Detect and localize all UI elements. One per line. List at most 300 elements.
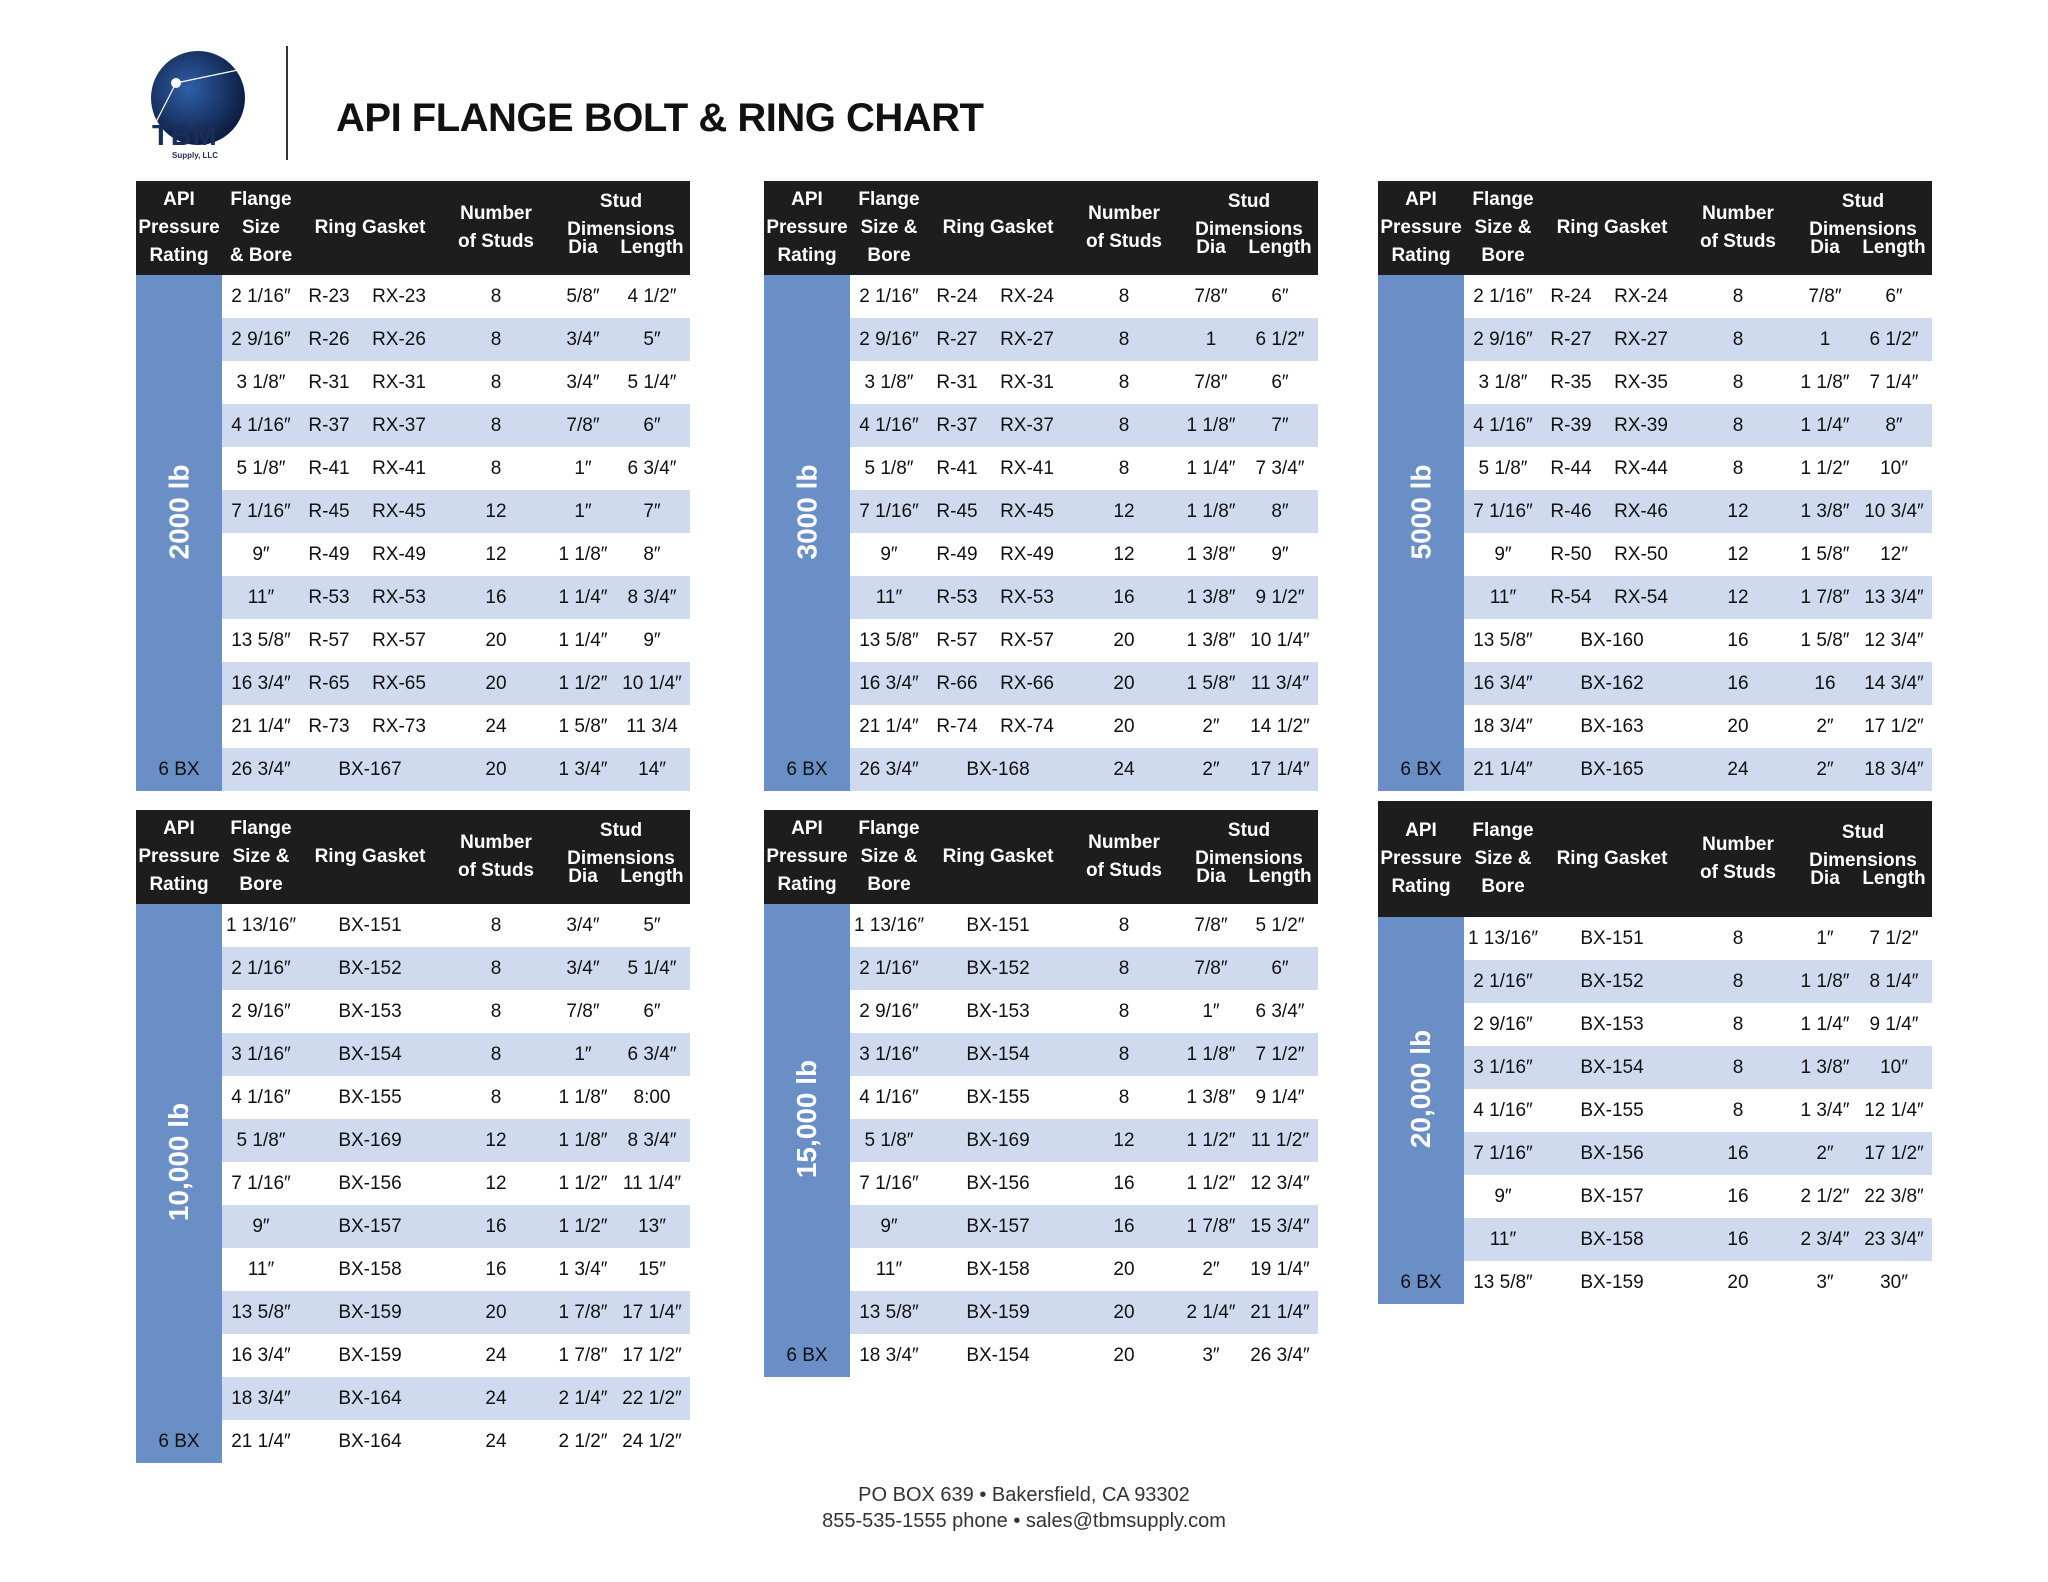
table-row bbox=[850, 1248, 1318, 1291]
flange-size-cell: 5 1/8″ bbox=[864, 458, 914, 479]
stud-length-cell: 17 1/4″ bbox=[622, 1302, 682, 1323]
flange-size-cell: 21 1/4″ bbox=[859, 716, 919, 737]
table-row bbox=[850, 1076, 1318, 1119]
stud-dia-cell: 1 1/8″ bbox=[1800, 372, 1850, 393]
ring-gasket-rx-cell: RX-31 bbox=[372, 372, 426, 393]
stud-length-cell: 10 1/4″ bbox=[1250, 630, 1310, 651]
number-of-studs-cell: 8 bbox=[490, 286, 502, 307]
ring-gasket-cell: BX-157 bbox=[1580, 1186, 1644, 1207]
ring-gasket-cell: BX-153 bbox=[1580, 1014, 1644, 1035]
stud-length-cell: 5″ bbox=[643, 329, 661, 350]
table-row bbox=[850, 361, 1318, 404]
table-row bbox=[850, 1033, 1318, 1076]
table-row bbox=[1464, 318, 1932, 361]
table-row bbox=[850, 947, 1318, 990]
number-of-studs-cell: 24 bbox=[485, 716, 507, 737]
flange-size-cell: 5 1/8″ bbox=[236, 1130, 286, 1151]
flange-table bbox=[1378, 181, 1932, 791]
number-of-studs-cell: 20 bbox=[1113, 1345, 1135, 1366]
number-of-studs-cell: 8 bbox=[1118, 286, 1130, 307]
flange-size-cell: 13 5/8″ bbox=[231, 630, 291, 651]
ring-gasket-rx-cell: RX-39 bbox=[1614, 415, 1668, 436]
header-rating: Rating bbox=[149, 874, 209, 895]
stud-length-cell: 26 3/4″ bbox=[1250, 1345, 1310, 1366]
table-row bbox=[222, 1334, 690, 1377]
stud-dia-cell: 1″ bbox=[574, 501, 592, 522]
table-row bbox=[1464, 404, 1932, 447]
flange-size-cell: 26 3/4″ bbox=[231, 759, 291, 780]
table-row bbox=[222, 1205, 690, 1248]
table-row bbox=[222, 318, 690, 361]
flange-table bbox=[764, 181, 1318, 791]
table-row bbox=[1464, 361, 1932, 404]
header-rating: Rating bbox=[149, 245, 209, 266]
page-header bbox=[0, 0, 2048, 175]
number-of-studs-cell: 20 bbox=[1113, 673, 1135, 694]
stud-length-cell: 9 1/4″ bbox=[1255, 1087, 1305, 1108]
number-of-studs-cell: 8 bbox=[1732, 1100, 1744, 1121]
flange-size-cell: 3 1/8″ bbox=[864, 372, 914, 393]
flange-size-cell: 2 1/16″ bbox=[231, 958, 291, 979]
stud-length-cell: 7 1/2″ bbox=[1255, 1044, 1305, 1065]
stud-dia-cell: 1 1/8″ bbox=[558, 544, 608, 565]
flange-size-cell: 9″ bbox=[1494, 1186, 1512, 1207]
table-row bbox=[1464, 917, 1932, 960]
stud-dia-cell: 3″ bbox=[1816, 1272, 1834, 1293]
table-row bbox=[850, 275, 1318, 318]
ring-gasket-cell: BX-153 bbox=[338, 1001, 402, 1022]
stud-length-cell: 12″ bbox=[1880, 544, 1908, 565]
ring-gasket-r-cell: R-49 bbox=[308, 544, 350, 565]
header-number: Number bbox=[1088, 832, 1160, 853]
stud-length-cell: 30″ bbox=[1880, 1272, 1908, 1293]
flange-size-cell: 7 1/16″ bbox=[231, 501, 291, 522]
logo-subtext: Supply, LLC bbox=[172, 151, 219, 160]
number-of-studs-cell: 12 bbox=[1727, 587, 1749, 608]
ring-gasket-rx-cell: RX-74 bbox=[1000, 716, 1054, 737]
table-row bbox=[850, 904, 1318, 947]
pressure-rating-label: 3000 lb bbox=[791, 464, 823, 559]
table-row bbox=[222, 404, 690, 447]
table-row bbox=[1464, 1089, 1932, 1132]
flange-size-cell: 3 1/16″ bbox=[859, 1044, 919, 1065]
stud-dia-cell: 1 5/8″ bbox=[558, 716, 608, 737]
ring-gasket-cell: BX-167 bbox=[338, 759, 402, 780]
header-api: API bbox=[1405, 820, 1437, 841]
header-dia: Dia bbox=[568, 237, 598, 258]
table-row bbox=[222, 1162, 690, 1205]
table-row bbox=[850, 619, 1318, 662]
flange-size-cell: 2 1/16″ bbox=[231, 286, 291, 307]
stud-length-cell: 6 3/4″ bbox=[627, 1044, 677, 1065]
ring-gasket-r-cell: R-44 bbox=[1550, 458, 1592, 479]
stud-length-cell: 9″ bbox=[643, 630, 661, 651]
stud-dia-cell: 1 3/4″ bbox=[1800, 1100, 1850, 1121]
flange-size-cell: 11″ bbox=[875, 587, 903, 608]
table-row bbox=[222, 447, 690, 490]
stud-length-cell: 17 1/4″ bbox=[1250, 759, 1310, 780]
stud-dia-cell: 1 1/2″ bbox=[1186, 1130, 1236, 1151]
number-of-studs-cell: 8 bbox=[1732, 458, 1744, 479]
stud-length-cell: 15 3/4″ bbox=[1250, 1216, 1310, 1237]
stud-length-cell: 14″ bbox=[638, 759, 666, 780]
flange-size-cell: 7 1/16″ bbox=[231, 1173, 291, 1194]
ring-gasket-rx-cell: RX-49 bbox=[372, 544, 426, 565]
stud-length-cell: 15″ bbox=[638, 1259, 666, 1280]
header-of-studs: of Studs bbox=[1700, 862, 1776, 883]
stud-dia-cell: 1 7/8″ bbox=[558, 1345, 608, 1366]
table-header bbox=[764, 181, 1318, 275]
rail-sub-label: 6 BX bbox=[1400, 759, 1442, 780]
table-header bbox=[1378, 801, 1932, 917]
table-row bbox=[1464, 533, 1932, 576]
ring-gasket-r-cell: R-31 bbox=[308, 372, 350, 393]
ring-gasket-cell: BX-157 bbox=[338, 1216, 402, 1237]
ring-gasket-cell: BX-157 bbox=[966, 1216, 1030, 1237]
flange-size-cell: 2 1/16″ bbox=[1473, 971, 1533, 992]
stud-length-cell: 6 1/2″ bbox=[1255, 329, 1305, 350]
ring-gasket-r-cell: R-41 bbox=[936, 458, 978, 479]
number-of-studs-cell: 12 bbox=[485, 501, 507, 522]
header-pressure: Pressure bbox=[766, 217, 848, 238]
table-row bbox=[222, 1033, 690, 1076]
ring-gasket-r-cell: R-23 bbox=[308, 286, 350, 307]
ring-gasket-cell: BX-156 bbox=[1580, 1143, 1644, 1164]
number-of-studs-cell: 24 bbox=[485, 1345, 507, 1366]
table-row bbox=[850, 1291, 1318, 1334]
header-length: Length bbox=[620, 237, 684, 258]
number-of-studs-cell: 16 bbox=[1727, 673, 1749, 694]
ring-gasket-rx-cell: RX-49 bbox=[1000, 544, 1054, 565]
flange-size-cell: 13 5/8″ bbox=[1473, 630, 1533, 651]
stud-length-cell: 24 1/2″ bbox=[622, 1431, 682, 1452]
stud-length-cell: 7 1/2″ bbox=[1869, 928, 1919, 949]
flange-size-cell: 11″ bbox=[875, 1259, 903, 1280]
number-of-studs-cell: 8 bbox=[1118, 1087, 1130, 1108]
ring-gasket-cell: BX-156 bbox=[966, 1173, 1030, 1194]
header-stud-dimensions: Stud Dimensions bbox=[1195, 820, 1303, 869]
number-of-studs-cell: 20 bbox=[1113, 716, 1135, 737]
table-row bbox=[1464, 576, 1932, 619]
ring-gasket-rx-cell: RX-23 bbox=[372, 286, 426, 307]
flange-size-cell: 13 5/8″ bbox=[231, 1302, 291, 1323]
flange-size-cell: 13 5/8″ bbox=[859, 1302, 919, 1323]
flange-size-cell: 18 3/4″ bbox=[859, 1345, 919, 1366]
flange-size-cell: 2 1/16″ bbox=[859, 958, 919, 979]
number-of-studs-cell: 12 bbox=[1113, 501, 1135, 522]
ring-gasket-r-cell: R-27 bbox=[1550, 329, 1592, 350]
table-row bbox=[850, 533, 1318, 576]
flange-table bbox=[136, 181, 690, 791]
flange-size-cell: 2 1/16″ bbox=[1473, 286, 1533, 307]
ring-gasket-rx-cell: RX-37 bbox=[372, 415, 426, 436]
number-of-studs-cell: 8 bbox=[1118, 1044, 1130, 1065]
flange-size-cell: 2 9/16″ bbox=[1473, 329, 1533, 350]
stud-dia-cell: 1 1/2″ bbox=[558, 673, 608, 694]
ring-gasket-rx-cell: RX-53 bbox=[1000, 587, 1054, 608]
stud-length-cell: 9 1/2″ bbox=[1255, 587, 1305, 608]
table-row bbox=[222, 904, 690, 947]
table-row bbox=[1464, 619, 1932, 662]
flange-size-cell: 7 1/16″ bbox=[859, 1173, 919, 1194]
header-bore: Bore bbox=[867, 245, 911, 266]
stud-dia-cell: 1 3/8″ bbox=[1800, 501, 1850, 522]
header-stud-dimensions: Stud Dimensions bbox=[567, 820, 675, 869]
ring-gasket-rx-cell: RX-46 bbox=[1614, 501, 1668, 522]
stud-length-cell: 5 1/4″ bbox=[627, 958, 677, 979]
stud-dia-cell: 7/8″ bbox=[1808, 286, 1842, 307]
ring-gasket-cell: BX-152 bbox=[338, 958, 402, 979]
ring-gasket-cell: BX-164 bbox=[338, 1388, 402, 1409]
stud-dia-cell: 1 1/8″ bbox=[1800, 971, 1850, 992]
number-of-studs-cell: 12 bbox=[485, 1130, 507, 1151]
header-length: Length bbox=[1248, 237, 1312, 258]
header-size: Size & bbox=[860, 217, 918, 238]
stud-dia-cell: 1 7/8″ bbox=[1800, 587, 1850, 608]
number-of-studs-cell: 12 bbox=[1727, 544, 1749, 565]
ring-gasket-cell: BX-168 bbox=[966, 759, 1030, 780]
stud-length-cell: 21 1/4″ bbox=[1250, 1302, 1310, 1323]
stud-dia-cell: 1 1/8″ bbox=[558, 1130, 608, 1151]
header-of-studs: of Studs bbox=[1086, 231, 1162, 252]
ring-gasket-cell: BX-154 bbox=[1580, 1057, 1644, 1078]
stud-dia-cell: 1 1/2″ bbox=[558, 1173, 608, 1194]
number-of-studs-cell: 24 bbox=[1727, 759, 1749, 780]
rail-sub-label: 6 BX bbox=[158, 759, 200, 780]
table-header bbox=[136, 181, 690, 275]
header-bore: Bore bbox=[867, 874, 911, 895]
stud-length-cell: 10″ bbox=[1880, 458, 1908, 479]
stud-length-cell: 11 3/4 bbox=[626, 716, 678, 737]
stud-dia-cell: 3/4″ bbox=[566, 915, 600, 936]
flange-table bbox=[764, 810, 1318, 1377]
header-of-studs: of Studs bbox=[458, 860, 534, 881]
ring-gasket-cell: BX-160 bbox=[1580, 630, 1644, 651]
stud-length-cell: 11 3/4″ bbox=[1250, 673, 1310, 694]
flange-size-cell: 9″ bbox=[880, 1216, 898, 1237]
stud-length-cell: 11 1/4″ bbox=[622, 1173, 682, 1194]
number-of-studs-cell: 16 bbox=[1727, 1143, 1749, 1164]
table-row bbox=[850, 1162, 1318, 1205]
flange-size-cell: 4 1/16″ bbox=[1473, 415, 1533, 436]
flange-size-cell: 2 1/16″ bbox=[859, 286, 919, 307]
ring-gasket-r-cell: R-53 bbox=[308, 587, 350, 608]
ring-gasket-r-cell: R-54 bbox=[1550, 587, 1592, 608]
stud-dia-cell: 3/4″ bbox=[566, 329, 600, 350]
number-of-studs-cell: 8 bbox=[490, 1001, 502, 1022]
logo-text: TBM bbox=[152, 120, 218, 152]
rail-sub-label: 6 BX bbox=[786, 1345, 828, 1366]
stud-length-cell: 8 3/4″ bbox=[627, 587, 677, 608]
number-of-studs-cell: 8 bbox=[1118, 1001, 1130, 1022]
ring-gasket-r-cell: R-27 bbox=[936, 329, 978, 350]
stud-dia-cell: 1 1/4″ bbox=[1186, 458, 1236, 479]
flange-size-cell: 21 1/4″ bbox=[1473, 759, 1533, 780]
stud-dia-cell: 1 1/4″ bbox=[558, 630, 608, 651]
table-row bbox=[1464, 490, 1932, 533]
header-size: Size & bbox=[1474, 217, 1532, 238]
stud-length-cell: 18 3/4″ bbox=[1864, 759, 1924, 780]
ring-gasket-rx-cell: RX-35 bbox=[1614, 372, 1668, 393]
ring-gasket-rx-cell: RX-27 bbox=[1614, 329, 1668, 350]
table-row bbox=[222, 1420, 690, 1463]
header-length: Length bbox=[1862, 237, 1926, 258]
table-row bbox=[222, 1076, 690, 1119]
stud-dia-cell: 1 1/8″ bbox=[558, 1087, 608, 1108]
stud-length-cell: 8 1/4″ bbox=[1869, 971, 1919, 992]
ring-gasket-cell: BX-158 bbox=[338, 1259, 402, 1280]
flange-size-cell: 4 1/16″ bbox=[859, 415, 919, 436]
stud-dia-cell: 7/8″ bbox=[566, 1001, 600, 1022]
flange-size-cell: 21 1/4″ bbox=[231, 716, 291, 737]
flange-size-cell: 2 9/16″ bbox=[231, 329, 291, 350]
page-title: API FLANGE BOLT & RING CHART bbox=[336, 96, 984, 140]
stud-length-cell: 8 3/4″ bbox=[627, 1130, 677, 1151]
flange-size-cell: 16 3/4″ bbox=[231, 1345, 291, 1366]
header-dia: Dia bbox=[1810, 237, 1840, 258]
flange-size-cell: 7 1/16″ bbox=[1473, 501, 1533, 522]
stud-dia-cell: 3/4″ bbox=[566, 372, 600, 393]
number-of-studs-cell: 8 bbox=[1732, 329, 1744, 350]
ring-gasket-cell: BX-156 bbox=[338, 1173, 402, 1194]
ring-gasket-r-cell: R-73 bbox=[308, 716, 350, 737]
flange-size-cell: 4 1/16″ bbox=[859, 1087, 919, 1108]
number-of-studs-cell: 8 bbox=[490, 915, 502, 936]
ring-gasket-rx-cell: RX-57 bbox=[1000, 630, 1054, 651]
flange-size-cell: 1 13/16″ bbox=[1467, 928, 1539, 949]
number-of-studs-cell: 12 bbox=[1113, 544, 1135, 565]
stud-length-cell: 6 3/4″ bbox=[1255, 1001, 1305, 1022]
flange-size-cell: 4 1/16″ bbox=[231, 1087, 291, 1108]
header-divider bbox=[286, 46, 288, 160]
ring-gasket-cell: BX-159 bbox=[966, 1302, 1030, 1323]
footer-address: PO BOX 639 • Bakersfield, CA 93302 bbox=[858, 1484, 1190, 1506]
ring-gasket-r-cell: R-24 bbox=[936, 286, 978, 307]
number-of-studs-cell: 8 bbox=[1732, 928, 1744, 949]
stud-dia-cell: 2 1/4″ bbox=[1186, 1302, 1236, 1323]
flange-size-cell: 2 9/16″ bbox=[859, 329, 919, 350]
stud-dia-cell: 1 3/4″ bbox=[558, 1259, 608, 1280]
table-row bbox=[1464, 960, 1932, 1003]
ring-gasket-r-cell: R-57 bbox=[308, 630, 350, 651]
ring-gasket-rx-cell: RX-50 bbox=[1614, 544, 1668, 565]
number-of-studs-cell: 8 bbox=[490, 1044, 502, 1065]
stud-dia-cell: 7/8″ bbox=[1194, 372, 1228, 393]
number-of-studs-cell: 16 bbox=[1113, 587, 1135, 608]
header-rating: Rating bbox=[1391, 876, 1451, 897]
header-stud-dimensions: Stud Dimensions bbox=[567, 191, 675, 240]
table-row bbox=[850, 1334, 1318, 1377]
ring-gasket-rx-cell: RX-24 bbox=[1614, 286, 1668, 307]
table-row bbox=[222, 361, 690, 404]
stud-length-cell: 22 1/2″ bbox=[622, 1388, 682, 1409]
header-size: Size & bbox=[232, 846, 290, 867]
number-of-studs-cell: 16 bbox=[1113, 1173, 1135, 1194]
number-of-studs-cell: 24 bbox=[1113, 759, 1135, 780]
number-of-studs-cell: 20 bbox=[485, 630, 507, 651]
stud-length-cell: 10 1/4″ bbox=[622, 673, 682, 694]
ring-gasket-r-cell: R-37 bbox=[936, 415, 978, 436]
ring-gasket-cell: BX-151 bbox=[338, 915, 402, 936]
number-of-studs-cell: 8 bbox=[1118, 329, 1130, 350]
header-pressure: Pressure bbox=[1380, 217, 1462, 238]
stud-dia-cell: 1 5/8″ bbox=[1800, 630, 1850, 651]
flange-size-cell: 9″ bbox=[252, 1216, 270, 1237]
ring-gasket-r-cell: R-41 bbox=[308, 458, 350, 479]
table-row bbox=[1464, 1218, 1932, 1261]
ring-gasket-r-cell: R-24 bbox=[1550, 286, 1592, 307]
ring-gasket-cell: BX-158 bbox=[966, 1259, 1030, 1280]
ring-gasket-rx-cell: RX-41 bbox=[1000, 458, 1054, 479]
header-rating: Rating bbox=[1391, 245, 1451, 266]
stud-length-cell: 6 3/4″ bbox=[627, 458, 677, 479]
ring-gasket-rx-cell: RX-54 bbox=[1614, 587, 1668, 608]
ring-gasket-r-cell: R-45 bbox=[308, 501, 350, 522]
stud-dia-cell: 2 1/4″ bbox=[558, 1388, 608, 1409]
number-of-studs-cell: 16 bbox=[1727, 1229, 1749, 1250]
table-row bbox=[222, 990, 690, 1033]
stud-length-cell: 17 1/2″ bbox=[1864, 716, 1924, 737]
ring-gasket-rx-cell: RX-45 bbox=[1000, 501, 1054, 522]
rail-sub-label: 6 BX bbox=[786, 759, 828, 780]
ring-gasket-cell: BX-152 bbox=[966, 958, 1030, 979]
header-number: Number bbox=[1702, 834, 1774, 855]
stud-length-cell: 17 1/2″ bbox=[1864, 1143, 1924, 1164]
flange-size-cell: 9″ bbox=[1494, 544, 1512, 565]
number-of-studs-cell: 8 bbox=[490, 329, 502, 350]
flange-size-cell: 4 1/16″ bbox=[231, 415, 291, 436]
table-row bbox=[222, 619, 690, 662]
table-row bbox=[1464, 447, 1932, 490]
number-of-studs-cell: 20 bbox=[485, 759, 507, 780]
ring-gasket-rx-cell: RX-53 bbox=[372, 587, 426, 608]
stud-length-cell: 13 3/4″ bbox=[1864, 587, 1924, 608]
stud-length-cell: 8″ bbox=[1271, 501, 1289, 522]
pressure-rating-label: 15,000 lb bbox=[791, 1059, 822, 1179]
stud-dia-cell: 1 3/8″ bbox=[1186, 587, 1236, 608]
stud-dia-cell: 1 bbox=[1205, 329, 1217, 350]
stud-dia-cell: 2″ bbox=[1816, 1143, 1834, 1164]
number-of-studs-cell: 16 bbox=[1727, 1186, 1749, 1207]
ring-gasket-r-cell: R-50 bbox=[1550, 544, 1592, 565]
header-length: Length bbox=[1248, 866, 1312, 887]
number-of-studs-cell: 8 bbox=[1732, 286, 1744, 307]
flange-size-cell: 2 9/16″ bbox=[231, 1001, 291, 1022]
ring-gasket-cell: BX-162 bbox=[1580, 673, 1644, 694]
header-length: Length bbox=[1862, 868, 1926, 889]
header-bore: Bore bbox=[1481, 245, 1525, 266]
stud-length-cell: 8″ bbox=[643, 544, 661, 565]
stud-dia-cell: 2″ bbox=[1202, 716, 1220, 737]
stud-dia-cell: 7/8″ bbox=[1194, 958, 1228, 979]
stud-length-cell: 12 3/4″ bbox=[1864, 630, 1924, 651]
stud-dia-cell: 1 5/8″ bbox=[1186, 673, 1236, 694]
footer bbox=[0, 1482, 2048, 1534]
flange-size-cell: 4 1/16″ bbox=[1473, 1100, 1533, 1121]
header-flange: Flange bbox=[230, 189, 292, 210]
flange-size-cell: 5 1/8″ bbox=[1478, 458, 1528, 479]
header-number: Number bbox=[1088, 203, 1160, 224]
table-row bbox=[1464, 748, 1932, 791]
stud-dia-cell: 1″ bbox=[1816, 928, 1834, 949]
table-row bbox=[850, 990, 1318, 1033]
number-of-studs-cell: 16 bbox=[485, 1259, 507, 1280]
number-of-studs-cell: 24 bbox=[485, 1431, 507, 1452]
stud-dia-cell: 1 1/4″ bbox=[1800, 1014, 1850, 1035]
number-of-studs-cell: 8 bbox=[490, 1087, 502, 1108]
number-of-studs-cell: 16 bbox=[485, 587, 507, 608]
pressure-rating-label: 2000 lb bbox=[163, 464, 195, 559]
